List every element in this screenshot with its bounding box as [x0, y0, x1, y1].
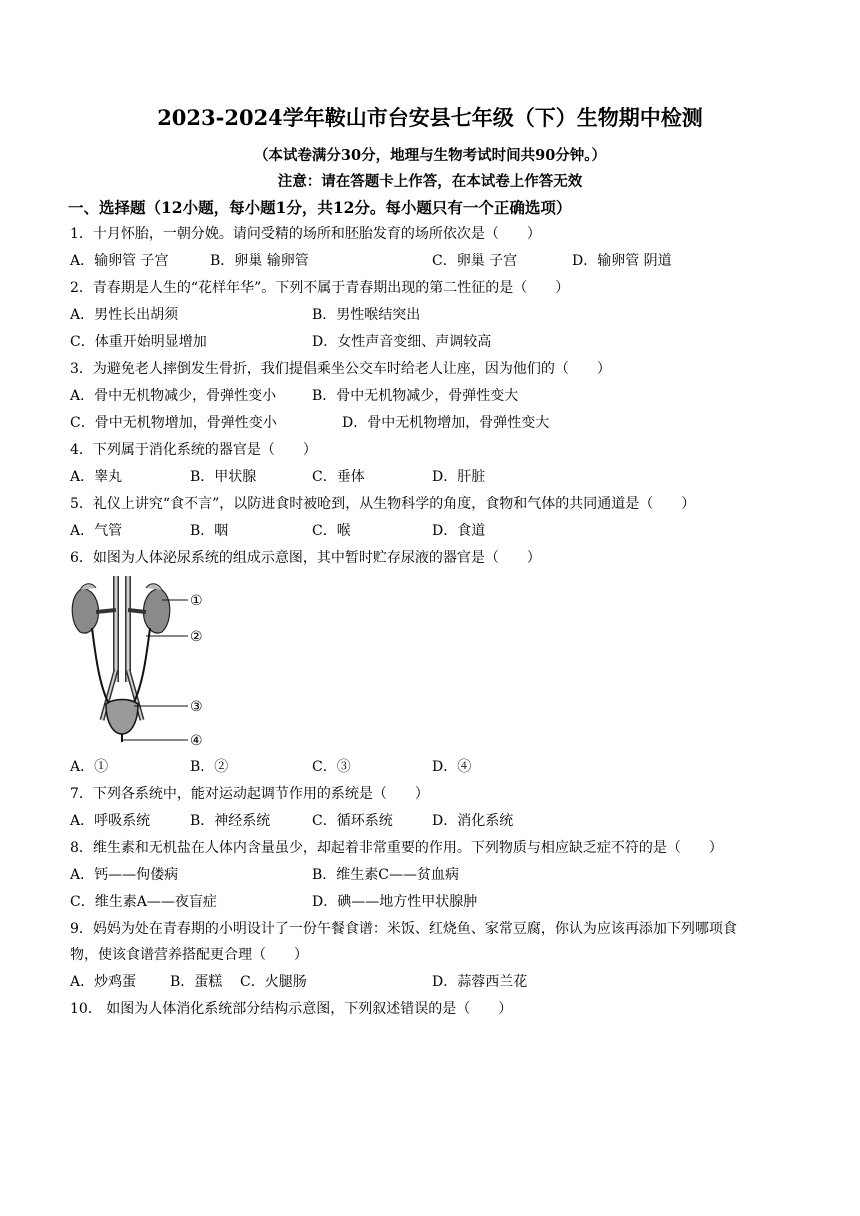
option-a: A．①	[70, 759, 109, 775]
option-b: B．甲状腺	[190, 469, 257, 485]
option-d: D．女性声音变细、声调较高	[312, 334, 492, 350]
option-d: D．碘——地方性甲状腺肿	[312, 894, 478, 910]
option-d: D．消化系统	[432, 813, 514, 829]
option-b: B．骨中无机物减少，骨弹性变大	[312, 388, 519, 404]
option-b: B．蛋糕	[170, 974, 223, 990]
urinary-system-figure	[66, 570, 216, 748]
option-d: D．骨中无机物增加，骨弹性变大	[342, 415, 550, 431]
figure-label: ②	[190, 629, 203, 645]
left-kidney	[72, 589, 98, 633]
option-c: C．喉	[312, 523, 351, 539]
figure-label: ③	[190, 699, 203, 715]
option-b: B．卵巢 输卵管	[210, 253, 309, 269]
question-stem-continued: 物，使该食谱营养搭配更合理（ ）	[70, 947, 308, 963]
question-stem: 4．下列属于消化系统的器官是（ ）	[70, 442, 317, 458]
right-ureter	[130, 628, 150, 710]
answer-notice: 注意：请在答题卡上作答，在本试卷上作答无效	[277, 173, 583, 190]
aorta	[116, 576, 128, 682]
question-stem: 1．十月怀胎，一朝分娩。请问受精的场所和胚胎发育的场所依次是（ ）	[70, 226, 541, 242]
option-a: A．呼吸系统	[70, 813, 151, 829]
option-a: A．骨中无机物减少，骨弹性变小	[70, 388, 277, 404]
option-d: D．④	[432, 759, 472, 775]
question-stem: 3．为避免老人摔倒发生骨折，我们提倡乘坐公交车时给老人让座，因为他们的（ ）	[70, 361, 611, 377]
option-c: C．垂体	[312, 469, 365, 485]
section-heading: 一、选择题（12小题，每小题1分，共12分。每小题只有一个正确选项）	[68, 198, 572, 217]
question-stem: 5．礼仪上讲究“食不言”，以防进食时被呛到，从生物科学的角度，食物和气体的共同通道是（ ）	[70, 496, 696, 512]
option-a: A．钙——佝偻病	[70, 867, 179, 883]
option-d: D．肝脏	[432, 469, 486, 485]
option-b: B．咽	[190, 523, 229, 539]
option-b: B．②	[190, 759, 229, 775]
adrenal-right	[146, 584, 162, 590]
page-title: 2023-2024学年鞍山市台安县七年级（下）生物期中检测	[157, 105, 703, 130]
option-d: D．蒜蓉西兰花	[432, 974, 528, 990]
option-a: A．炒鸡蛋	[70, 974, 137, 990]
option-d: D．输卵管 阴道	[572, 253, 672, 269]
question-stem: 10． 如图为人体消化系统部分结构示意图，下列叙述错误的是（ ）	[70, 1001, 513, 1017]
option-c: C．火腿肠	[240, 974, 307, 990]
question-stem: 8．维生素和无机盐在人体内含量虽少，却起着非常重要的作用。下列物质与相应缺乏症不符的是（ ）	[70, 840, 723, 856]
figure-label: ④	[190, 733, 203, 748]
question-stem: 7．下列各系统中，能对运动起调节作用的系统是（ ）	[70, 786, 429, 802]
option-c: C．体重开始明显增加	[70, 334, 207, 350]
question-stem: 9．妈妈为处在青春期的小明设计了一份午餐食谱：米饭、红烧鱼、家常豆腐，你认为应该再添加下列哪项食	[70, 921, 737, 937]
right-kidney	[143, 589, 169, 633]
renal-vessels	[96, 610, 146, 612]
option-c: C．骨中无机物增加，骨弹性变小	[70, 415, 277, 431]
option-b: B．神经系统	[190, 813, 271, 829]
exam-subtitle: （本试卷满分30分，地理与生物考试时间共90分钟。）	[253, 147, 607, 164]
option-c: C．循环系统	[312, 813, 393, 829]
question-stem: 6．如图为人体泌尿系统的组成示意图，其中暂时贮存尿液的器官是（ ）	[70, 550, 541, 566]
option-c: C．卵巢 子宫	[432, 253, 518, 269]
option-c: C．维生素A——夜盲症	[70, 894, 217, 910]
option-d: D．食道	[432, 523, 486, 539]
adrenal-left	[80, 584, 96, 590]
option-b: B．男性喉结突出	[312, 307, 421, 323]
option-a: A．输卵管 子宫	[70, 253, 169, 269]
option-a: A．气管	[70, 523, 123, 539]
option-a: A．睾丸	[70, 469, 123, 485]
figure-label: ①	[190, 593, 203, 609]
option-c: C．③	[312, 759, 351, 775]
question-stem: 2．青春期是人生的“花样年华”。下列不属于青春期出现的第二性征的是（ ）	[70, 280, 570, 296]
option-a: A．男性长出胡须	[70, 307, 179, 323]
bladder	[106, 700, 138, 735]
option-b: B．维生素C——贫血病	[312, 867, 459, 883]
